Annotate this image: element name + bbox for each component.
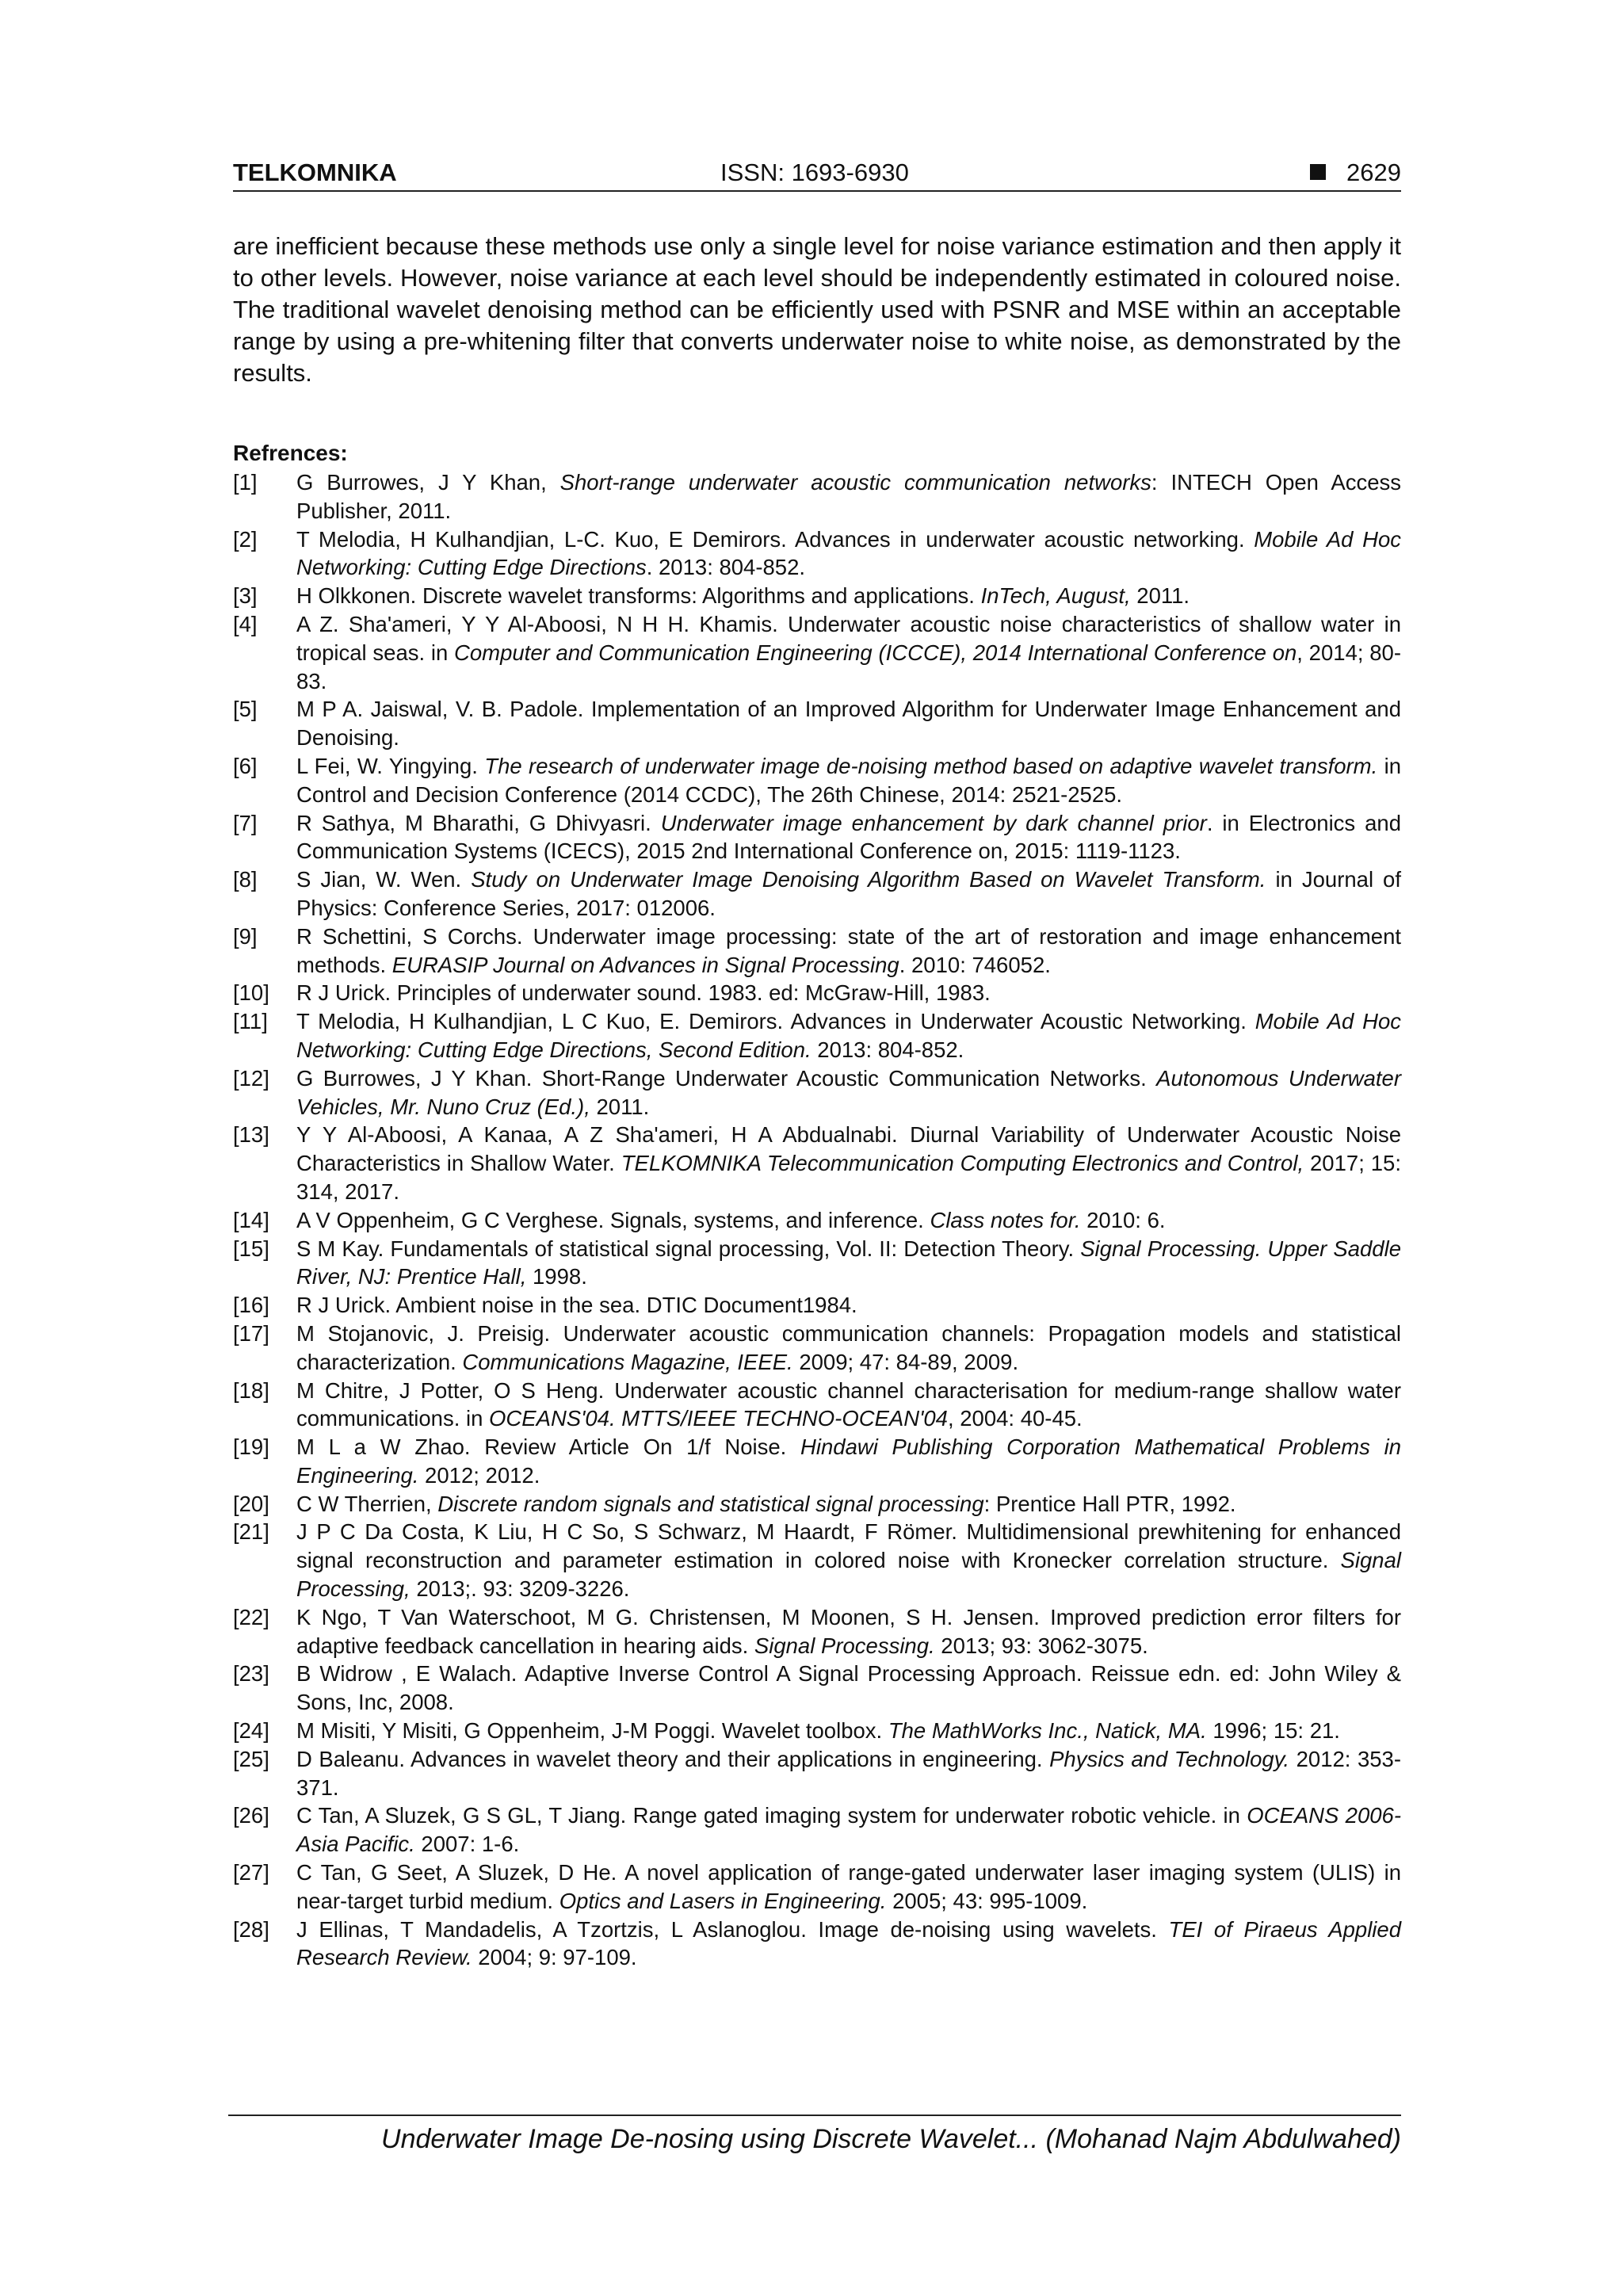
reference-text: J Ellinas, T Mandadelis, A Tzortzis, L Aslanoglou. Image de-noising using wavelets. [296,1916,1169,1942]
reference-text: Y Y Al-Aboosi, A Kanaa, A Z Sha'ameri, H A Abdualnabi. Diurnal Variability of Underwater Acoustic Noise Characteristics in Shallow Water. [296,1122,1401,1176]
reference-text: Optics and Lasers in Engineering. [559,1888,887,1913]
reference-item [233,610,1401,695]
reference-number: [17] [233,1320,269,1346]
reference-text: OCEANS 2006-Asia Pacific. [296,1803,1401,1857]
reference-text: T Melodia, H Kulhandjian, L-C. Kuo, E Demirors. Advances in underwater acoustic networking. [296,526,1254,552]
reference-item [233,1717,1401,1745]
reference-text: C Tan, A Sluzek, G S GL, T Jiang. Range gated imaging system for underwater robotic vehicle. in [296,1803,1247,1828]
reference-text: Mobile Ad Hoc Networking: Cutting Edge Directions, Second Edition. [296,1009,1401,1062]
reference-item [233,695,1401,752]
reference-text: 2005; 43: 995-1009. [886,1888,1088,1913]
reference-text: Communications Magazine, IEEE. [462,1349,793,1374]
reference-text: 2012; 2012. [418,1462,540,1488]
reference-text: 2011. [1130,583,1190,609]
reference-number: [28] [233,1916,269,1942]
reference-text: 2012: 353-371. [296,1746,1402,1800]
reference-item [233,1916,1401,1973]
reference-number: [10] [233,980,269,1006]
reference-item [233,525,1401,583]
reference-text: B Widrow , E Walach. Adaptive Inverse Control A Signal Processing Approach. Reissue edn. ed: John Wiley & Sons, Inc, 2008. [296,1661,1401,1715]
reference-item [233,1007,1401,1064]
reference-number: [23] [233,1661,269,1687]
reference-item [233,1291,1401,1320]
reference-item [233,1064,1401,1121]
reference-text: 2011. [590,1094,650,1119]
reference-item [233,1320,1401,1377]
square-bullet-icon [1310,164,1326,180]
reference-text: G Burrowes, J Y Khan. Short-Range Underwater Acoustic Communication Networks. [296,1065,1157,1091]
reference-text: Signal Processing. Upper Saddle River, NJ: Prentice Hall, [296,1236,1401,1289]
reference-text: 1998. [526,1264,587,1289]
references-title: Refrences: [233,441,348,465]
reference-item [233,468,1401,525]
reference-text: Underwater image enhancement by dark channel prior [660,810,1207,835]
reference-item [233,979,1401,1007]
reference-number: [5] [233,697,258,722]
reference-text: Class notes for. [930,1207,1081,1232]
reference-item [233,1603,1401,1660]
reference-text: 2013: 804-852. [811,1037,964,1062]
reference-text: . 2013: 804-852. [646,555,806,580]
reference-item [233,752,1401,809]
reference-text: H Olkkonen. Discrete wavelet transforms: Algorithms and applications. [296,583,981,609]
reference-text: A Z. Sha'ameri, Y Y Al-Aboosi, N H H. Khamis. Underwater acoustic noise characteristics of shallow water in tropical seas. in [296,611,1401,665]
reference-text: C Tan, G Seet, A Sluzek, D He. A novel application of range-gated underwater laser imaging system (ULIS) in near-target turbid medium. [296,1860,1401,1913]
reference-item [233,1801,1401,1859]
reference-number: [2] [233,526,258,552]
reference-text: 2009; 47: 84-89, 2009. [792,1349,1019,1374]
reference-text: Discrete random signals and statistical signal processing [437,1491,984,1516]
reference-text: The research of underwater image de-noising method based on adaptive wavelet transform. [484,753,1378,778]
reference-text: L Fei, W. Yingying. [296,753,485,778]
page-number-block [1310,159,1401,187]
reference-text: : INTECH Open Access Publisher, 2011. [296,470,1401,523]
reference-item [233,1377,1401,1434]
reference-number: [12] [233,1065,269,1091]
reference-number: [18] [233,1377,269,1403]
reference-text: 1996; 15: 21. [1206,1718,1340,1744]
reference-text: 2004; 9: 97-109. [472,1945,637,1970]
reference-number: [15] [233,1236,269,1261]
reference-item [233,1490,1401,1519]
reference-text: Short-range underwater acoustic communication networks [559,470,1151,495]
reference-number: [4] [233,611,258,636]
reference-item [233,1859,1401,1916]
reference-number: [11] [233,1009,268,1034]
reference-text: 2010: 6. [1080,1207,1166,1232]
reference-item [233,1660,1401,1717]
reference-text: T Melodia, H Kulhandjian, L C Kuo, E. Demirors. Advances in Underwater Acoustic Networking. [296,1009,1255,1034]
reference-text: R Schettini, S Corchs. Underwater image processing: state of the art of restoration and image enhancement methods. [296,923,1401,977]
reference-text: K Ngo, T Van Waterschoot, M G. Christensen, M Moonen, S H. Jensen. Improved prediction error filters for adaptive feedback cancellation in hearing aids. [296,1604,1401,1658]
reference-text: 2013;. 93: 3209-3226. [410,1576,630,1602]
reference-item [233,1745,1401,1802]
issn: ISSN: 1693-6930 [720,159,909,186]
page-header [233,155,1401,192]
reference-number: [7] [233,810,258,835]
reference-text: Signal Processing, [296,1548,1401,1602]
reference-number: [16] [233,1293,269,1318]
intro-paragraph: are inefficient because these methods use only a single level for noise variance estimation and then apply it to other levels. However, noise variance at each level should be independently estimated in coloured noise. The traditional wavelet denoising method can be efficiently used with PSNR and MSE within an acceptable range by using a pre-whitening filter that converts underwater noise to white noise, as demonstrated by the results. [233,232,1401,387]
reference-number: [20] [233,1491,269,1516]
reference-text: M L a W Zhao. Review Article On 1/f Noise. [296,1435,801,1460]
journal-name: TELKOMNIKA [233,159,397,186]
reference-text: R J Urick. Principles of underwater sound. 1983. ed: McGraw-Hill, 1983. [296,980,991,1006]
reference-text: EURASIP Journal on Advances in Signal Processing [391,952,899,977]
reference-text: OCEANS'04. MTTS/IEEE TECHNO-OCEAN'04 [489,1406,948,1431]
reference-text: C W Therrien, [296,1491,438,1516]
reference-number: [9] [233,923,258,949]
reference-text: InTech, August, [980,583,1131,609]
reference-text: M Chitre, J Potter, O S Heng. Underwater acoustic channel characterisation for medium-range shallow water communications. in [296,1377,1401,1431]
reference-number: [19] [233,1435,269,1460]
reference-text: A V Oppenheim, G C Verghese. Signals, systems, and inference. [296,1207,930,1232]
reference-item [233,1433,1401,1490]
reference-item [233,923,1401,980]
reference-item [233,1235,1401,1292]
reference-item [233,1121,1401,1205]
reference-text: Autonomous Underwater Vehicles, Mr. Nuno Cruz (Ed.), [296,1065,1401,1119]
reference-item [233,1206,1401,1235]
reference-number: [3] [233,583,258,609]
reference-text: S Jian, W. Wen. [296,867,472,892]
reference-number: [22] [233,1604,269,1629]
reference-text: G Burrowes, J Y Khan, [296,470,560,495]
reference-text: R J Urick. Ambient noise in the sea. DTIC Document1984. [296,1293,857,1318]
reference-number: [27] [233,1860,269,1885]
reference-text: . in Electronics and Communication Systems (ICECS), 2015 2nd International Conference on, 2015: 1119-1123. [296,810,1401,864]
reference-text: 2013; 93: 3062-3075. [934,1633,1148,1658]
reference-number: [14] [233,1207,269,1232]
reference-text: Mobile Ad Hoc Networking: Cutting Edge Directions [296,526,1401,580]
reference-text: , 2014; 80-83. [296,640,1401,693]
reference-text: D Baleanu. Advances in wavelet theory and their applications in engineering. [296,1746,1050,1771]
reference-text: Computer and Communication Engineering (ICCCE), 2014 International Conference on [454,640,1297,665]
reference-text: in Control and Decision Conference (2014 CCDC), The 26th Chinese, 2014: 2521-2525. [296,753,1402,807]
reference-number: [13] [233,1122,269,1148]
reference-text: Signal Processing. [754,1633,935,1658]
reference-number: [24] [233,1718,269,1744]
reference-text: Study on Underwater Image Denoising Algorithm Based on Wavelet Transform. [471,867,1266,892]
reference-item [233,865,1401,923]
reference-text: S M Kay. Fundamentals of statistical signal processing, Vol. II: Detection Theory. [296,1236,1081,1261]
reference-number: [6] [233,753,258,778]
page-number: 2629 [1346,159,1401,186]
page-footer [228,2115,1401,2154]
running-title: Underwater Image De-nosing using Discrete Wavelet... (Mohanad Najm Abdulwahed) [381,2124,1401,2154]
reference-text: Physics and Technology. [1049,1746,1290,1771]
reference-text: M Stojanovic, J. Preisig. Underwater acoustic communication channels: Propagation models and statistical characterization. [296,1320,1401,1374]
reference-text: M P A. Jaiswal, V. B. Padole. Implementation of an Improved Algorithm for Underwater Image Enhancement and Denoising. [296,697,1401,751]
reference-text: . 2010: 746052. [899,952,1051,977]
reference-text: The MathWorks Inc., Natick, MA. [888,1718,1207,1744]
reference-text: , 2004: 40-45. [947,1406,1083,1431]
reference-item [233,1518,1401,1603]
reference-text: in Journal of Physics: Conference Series, 2017: 012006. [296,867,1401,920]
reference-item [233,582,1401,610]
reference-text: TELKOMNIKA Telecommunication Computing Electronics and Control, [621,1151,1304,1176]
reference-text: 2017; 15: 314, 2017. [296,1151,1401,1204]
reference-number: [8] [233,867,258,892]
reference-text: TEI of Piraeus Applied Research Review. [296,1916,1401,1970]
reference-text: J P C Da Costa, K Liu, H C So, S Schwarz, M Haardt, F Römer. Multidimensional prewhitening for enhanced signal reconstruction and parameter estimation in colored noise with Kronecker correlation structure. [296,1519,1401,1573]
reference-text: R Sathya, M Bharathi, G Dhivyasri. [296,810,661,835]
reference-text: 2007: 1-6. [414,1832,520,1857]
references-list [233,468,1401,1972]
reference-number: [26] [233,1803,269,1828]
reference-text: M Misiti, Y Misiti, G Oppenheim, J-M Poggi. Wavelet toolbox. [296,1718,888,1744]
reference-number: [21] [233,1519,269,1545]
reference-number: [25] [233,1746,269,1771]
reference-number: [1] [233,470,258,495]
reference-text: Hindawi Publishing Corporation Mathematical Problems in Engineering. [296,1435,1402,1488]
reference-text: : Prentice Hall PTR, 1992. [983,1491,1236,1516]
reference-item [233,809,1401,866]
